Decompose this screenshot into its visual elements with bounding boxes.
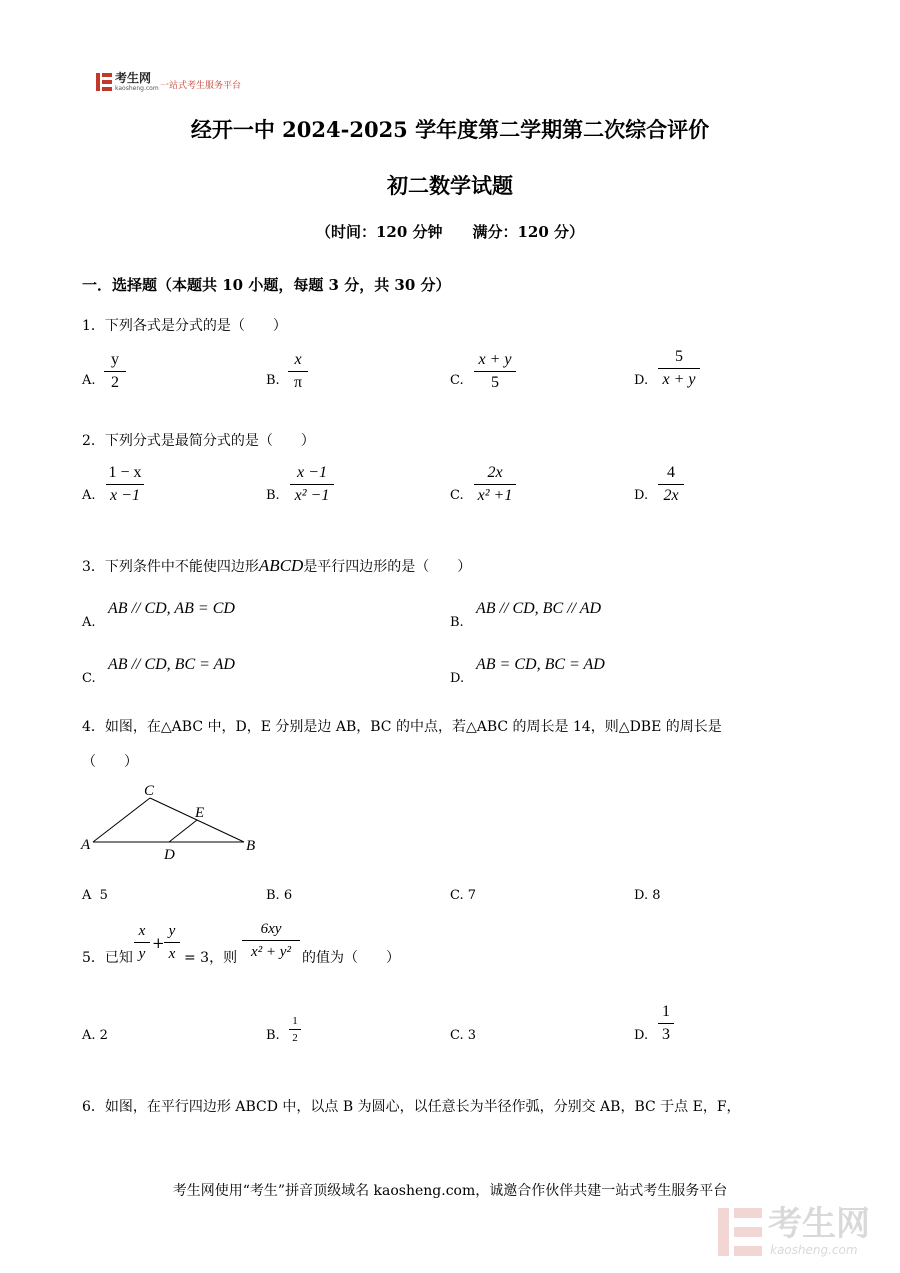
- q2-label-a: A.: [82, 488, 96, 503]
- question-4-paren: （ ）: [82, 754, 138, 770]
- side-ac: [93, 798, 150, 842]
- q4-option-b: B. 6: [266, 888, 293, 903]
- kaosheng-logo-icon: [96, 73, 112, 91]
- midline-de: [169, 820, 197, 842]
- q5-fraction-target: 6xy x² + y²: [242, 919, 300, 962]
- q3-stem-post: 是平行四边形的是（ ）: [303, 559, 472, 575]
- q5-fraction-y-over-x: y x: [164, 921, 180, 964]
- question-1-stem: 1．下列各式是分式的是（ ）: [82, 318, 287, 334]
- q5-fraction-x-over-y: x y: [134, 921, 150, 964]
- q4-option-d: D. 8: [634, 888, 661, 903]
- q5-plus: +: [152, 934, 165, 952]
- q1-label-d: D.: [634, 373, 649, 388]
- q5-equals: = 3，则: [184, 950, 238, 966]
- page-footer: 考生网使用“考生”拼音顶级域名 kaosheng.com，诚邀合作伙伴共建一站式考生服务平台: [172, 1183, 728, 1199]
- q3-label-b: B.: [450, 615, 464, 630]
- q3-stem-pre: 3．下列条件中不能使四边形: [82, 559, 259, 575]
- q2-label-c: C.: [450, 488, 464, 503]
- question-2-stem: 2．下列分式是最简分式的是（ ）: [82, 433, 315, 449]
- logo-slogan: 一站式考生服务平台: [160, 81, 242, 91]
- q5-option-a: A. 2: [82, 1028, 108, 1043]
- q1-option-c: x + y 5: [474, 350, 516, 393]
- q3-label-c: C.: [82, 671, 96, 686]
- q1-option-b: x π: [288, 350, 308, 393]
- label-a: A: [81, 837, 91, 853]
- label-c: C: [144, 783, 155, 799]
- question-4-stem: 4．如图，在△ABC 中，D，E 分别是边 AB，BC 的中点，若△ABC 的周长是 14，则△DBE 的周长是: [82, 719, 722, 735]
- q3-label-a: A.: [82, 615, 96, 630]
- q1-label-a: A.: [82, 373, 96, 388]
- exam-subtitle: 初二数学试题: [387, 173, 513, 198]
- q5-label-b: B.: [266, 1028, 280, 1043]
- triangle-figure: [78, 778, 268, 862]
- q4-option-a: A 5: [82, 888, 108, 903]
- question-6-stem: 6．如图，在平行四边形 ABCD 中，以点 B 为圆心，以任意长为半径作弧，分别交 AB，BC 于点 E，F，: [82, 1099, 741, 1115]
- exam-title: 经开一中 2024-2025 学年度第二学期第二次综合评价: [190, 117, 710, 142]
- exam-time-score: （时间：120 分钟 满分：120 分）: [315, 223, 585, 241]
- q1-option-a: y 2: [104, 350, 126, 393]
- q5-option-d: 1 3: [658, 1002, 674, 1045]
- watermark: [718, 1205, 888, 1260]
- q2-option-d: 4 2x: [658, 463, 684, 506]
- q3-option-a: AB // CD, AB = CD: [108, 600, 235, 617]
- q2-option-b: x −1 x² −1: [290, 463, 334, 506]
- label-d: D: [164, 847, 175, 862]
- q5-option-b: 1 2: [289, 1014, 301, 1045]
- q5-stem-post: 的值为（ ）: [302, 950, 400, 966]
- q2-option-a: 1 − x x −1: [106, 463, 144, 506]
- q3-option-c: AB // CD, BC = AD: [108, 656, 235, 673]
- label-e: E: [195, 805, 205, 821]
- q2-option-c: 2x x² +1: [474, 463, 516, 506]
- header-logo: [96, 72, 266, 94]
- q1-option-d: 5 x + y: [658, 347, 700, 390]
- watermark-name: 考生网: [768, 1204, 870, 1244]
- question-3-stem: [82, 556, 471, 576]
- question-5-stem-pre: 5．已知: [82, 950, 133, 966]
- q1-label-c: C.: [450, 373, 464, 388]
- q4-option-c: C. 7: [450, 888, 477, 903]
- q5-option-c: C. 3: [450, 1028, 477, 1043]
- section-heading: 一．选择题（本题共 10 小题，每题 3 分，共 30 分）: [82, 276, 451, 294]
- q2-label-b: B.: [266, 488, 280, 503]
- label-b: B: [246, 838, 256, 854]
- logo-url: kaosheng.com: [115, 85, 159, 92]
- q2-label-d: D.: [634, 488, 649, 503]
- watermark-logo-icon: [718, 1208, 762, 1256]
- q3-label-d: D.: [450, 671, 465, 686]
- q3-option-b: AB // CD, BC // AD: [476, 600, 602, 617]
- q3-option-d: AB = CD, BC = AD: [476, 656, 605, 673]
- watermark-url: kaosheng.com: [770, 1243, 858, 1257]
- q5-label-d: D.: [634, 1028, 649, 1043]
- q1-label-b: B.: [266, 373, 280, 388]
- logo-name: 考生网: [115, 71, 152, 85]
- q3-stem-var: ABCD: [258, 556, 304, 575]
